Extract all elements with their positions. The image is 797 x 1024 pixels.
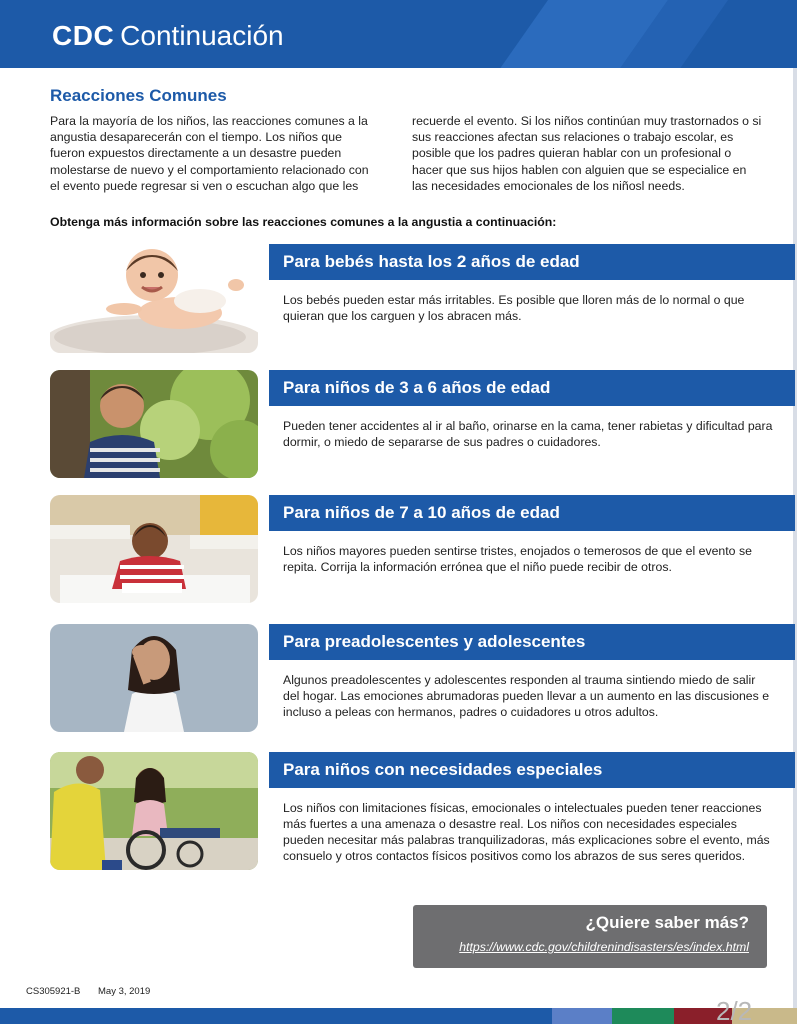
row-description: Los niños mayores pueden sentirse tristes, enojados o temerosos de que el evento se repita. Corrija la información errónea que el niño puede recibir de otros.	[283, 544, 752, 574]
row-title-bar	[269, 624, 795, 660]
header-title	[52, 20, 284, 52]
page-edge	[793, 68, 797, 1008]
row-title: Para bebés hasta los 2 años de edad	[283, 252, 580, 271]
page-number: 2/2	[716, 996, 753, 1024]
row-description: Los bebés pueden estar más irritables. Es posible que lloren más de lo normal o que quieran que los carguen y los abracen más.	[283, 293, 745, 323]
row-description: Los niños con limitaciones físicas, emocionales o intelectuales pueden tener reacciones más fuertes a una amenaza o desastre real. Los niños con necesidades especiales pueden necesitar más palabras tranquilizadoras, más explicaciones sobre el evento, más consuelo y otros contactos físicos positivos como los abrazos de sus seres queridos.	[283, 801, 770, 863]
baby-photo	[50, 245, 258, 353]
page-header	[0, 0, 797, 68]
intro-column-right: recuerde el evento. Si los niños continúan muy trastornados o si sus reacciones afectan sus relaciones o trabajo escolar, es posible que los padres quieran hablar con un profesional o hacer que sus hijos hablen con alguien que se especialice en las necesidades emocionales de los niñosl needs.	[412, 114, 762, 193]
more-info-heading: Obtenga más información sobre las reacciones comunes a la angustia a continuación:	[50, 215, 557, 229]
row-description: Pueden tener accidentes al ir al baño, orinarse en la cama, tener rabietas y dificultad para dormir, o miedo de separarse de sus padres o cuidadores.	[283, 419, 773, 449]
row-title: Para preadolescentes y adolescentes	[283, 632, 586, 651]
header-continuation: Continuación	[120, 20, 284, 51]
footer-bar-green	[612, 1008, 674, 1024]
row-title: Para niños de 3 a 6 años de edad	[283, 378, 551, 397]
row-title: Para niños de 7 a 10 años de edad	[283, 503, 560, 522]
footer-bar-blue	[0, 1008, 552, 1024]
learn-more-box	[413, 905, 767, 968]
row-title-bar	[269, 495, 795, 531]
row-title-bar	[269, 752, 795, 788]
intro-column-left: Para la mayoría de los niños, las reacciones comunes a la angustia desaparecerán con el tiempo. Los niños que fueron expuestos directamente a un desastre pueden molestarse de nuevo y el comportamiento relacionado con el evento puede regresar si ven o escuchan algo que les	[50, 114, 369, 193]
footer-bar-lightblue	[552, 1008, 612, 1024]
teen-photo	[50, 624, 258, 732]
document-date: May 3, 2019	[98, 986, 151, 997]
row-description: Algunos preadolescentes y adolescentes responden al trauma sintiendo miedo de salir del hogar. Las emociones abrumadoras pueden llevar a un aumento en las discusiones e incluso a peleas con hermanos, padres o cuidadores u otros adultos.	[283, 673, 770, 719]
row-title-bar	[269, 244, 795, 280]
school-child-photo	[50, 495, 258, 603]
row-title: Para niños con necesidades especiales	[283, 760, 603, 779]
cdc-logo-text: CDC	[52, 20, 115, 51]
row-title-bar	[269, 370, 795, 406]
document-code: CS305921-B	[26, 986, 81, 997]
special-needs-photo	[50, 752, 258, 870]
cdc-link[interactable]: https://www.cdc.gov/childrenindisasters/es/index.html	[459, 940, 749, 954]
learn-more-question: ¿Quiere saber más?	[585, 913, 749, 932]
preschool-child-photo	[50, 370, 258, 478]
section-title: Reacciones Comunes	[50, 86, 227, 105]
